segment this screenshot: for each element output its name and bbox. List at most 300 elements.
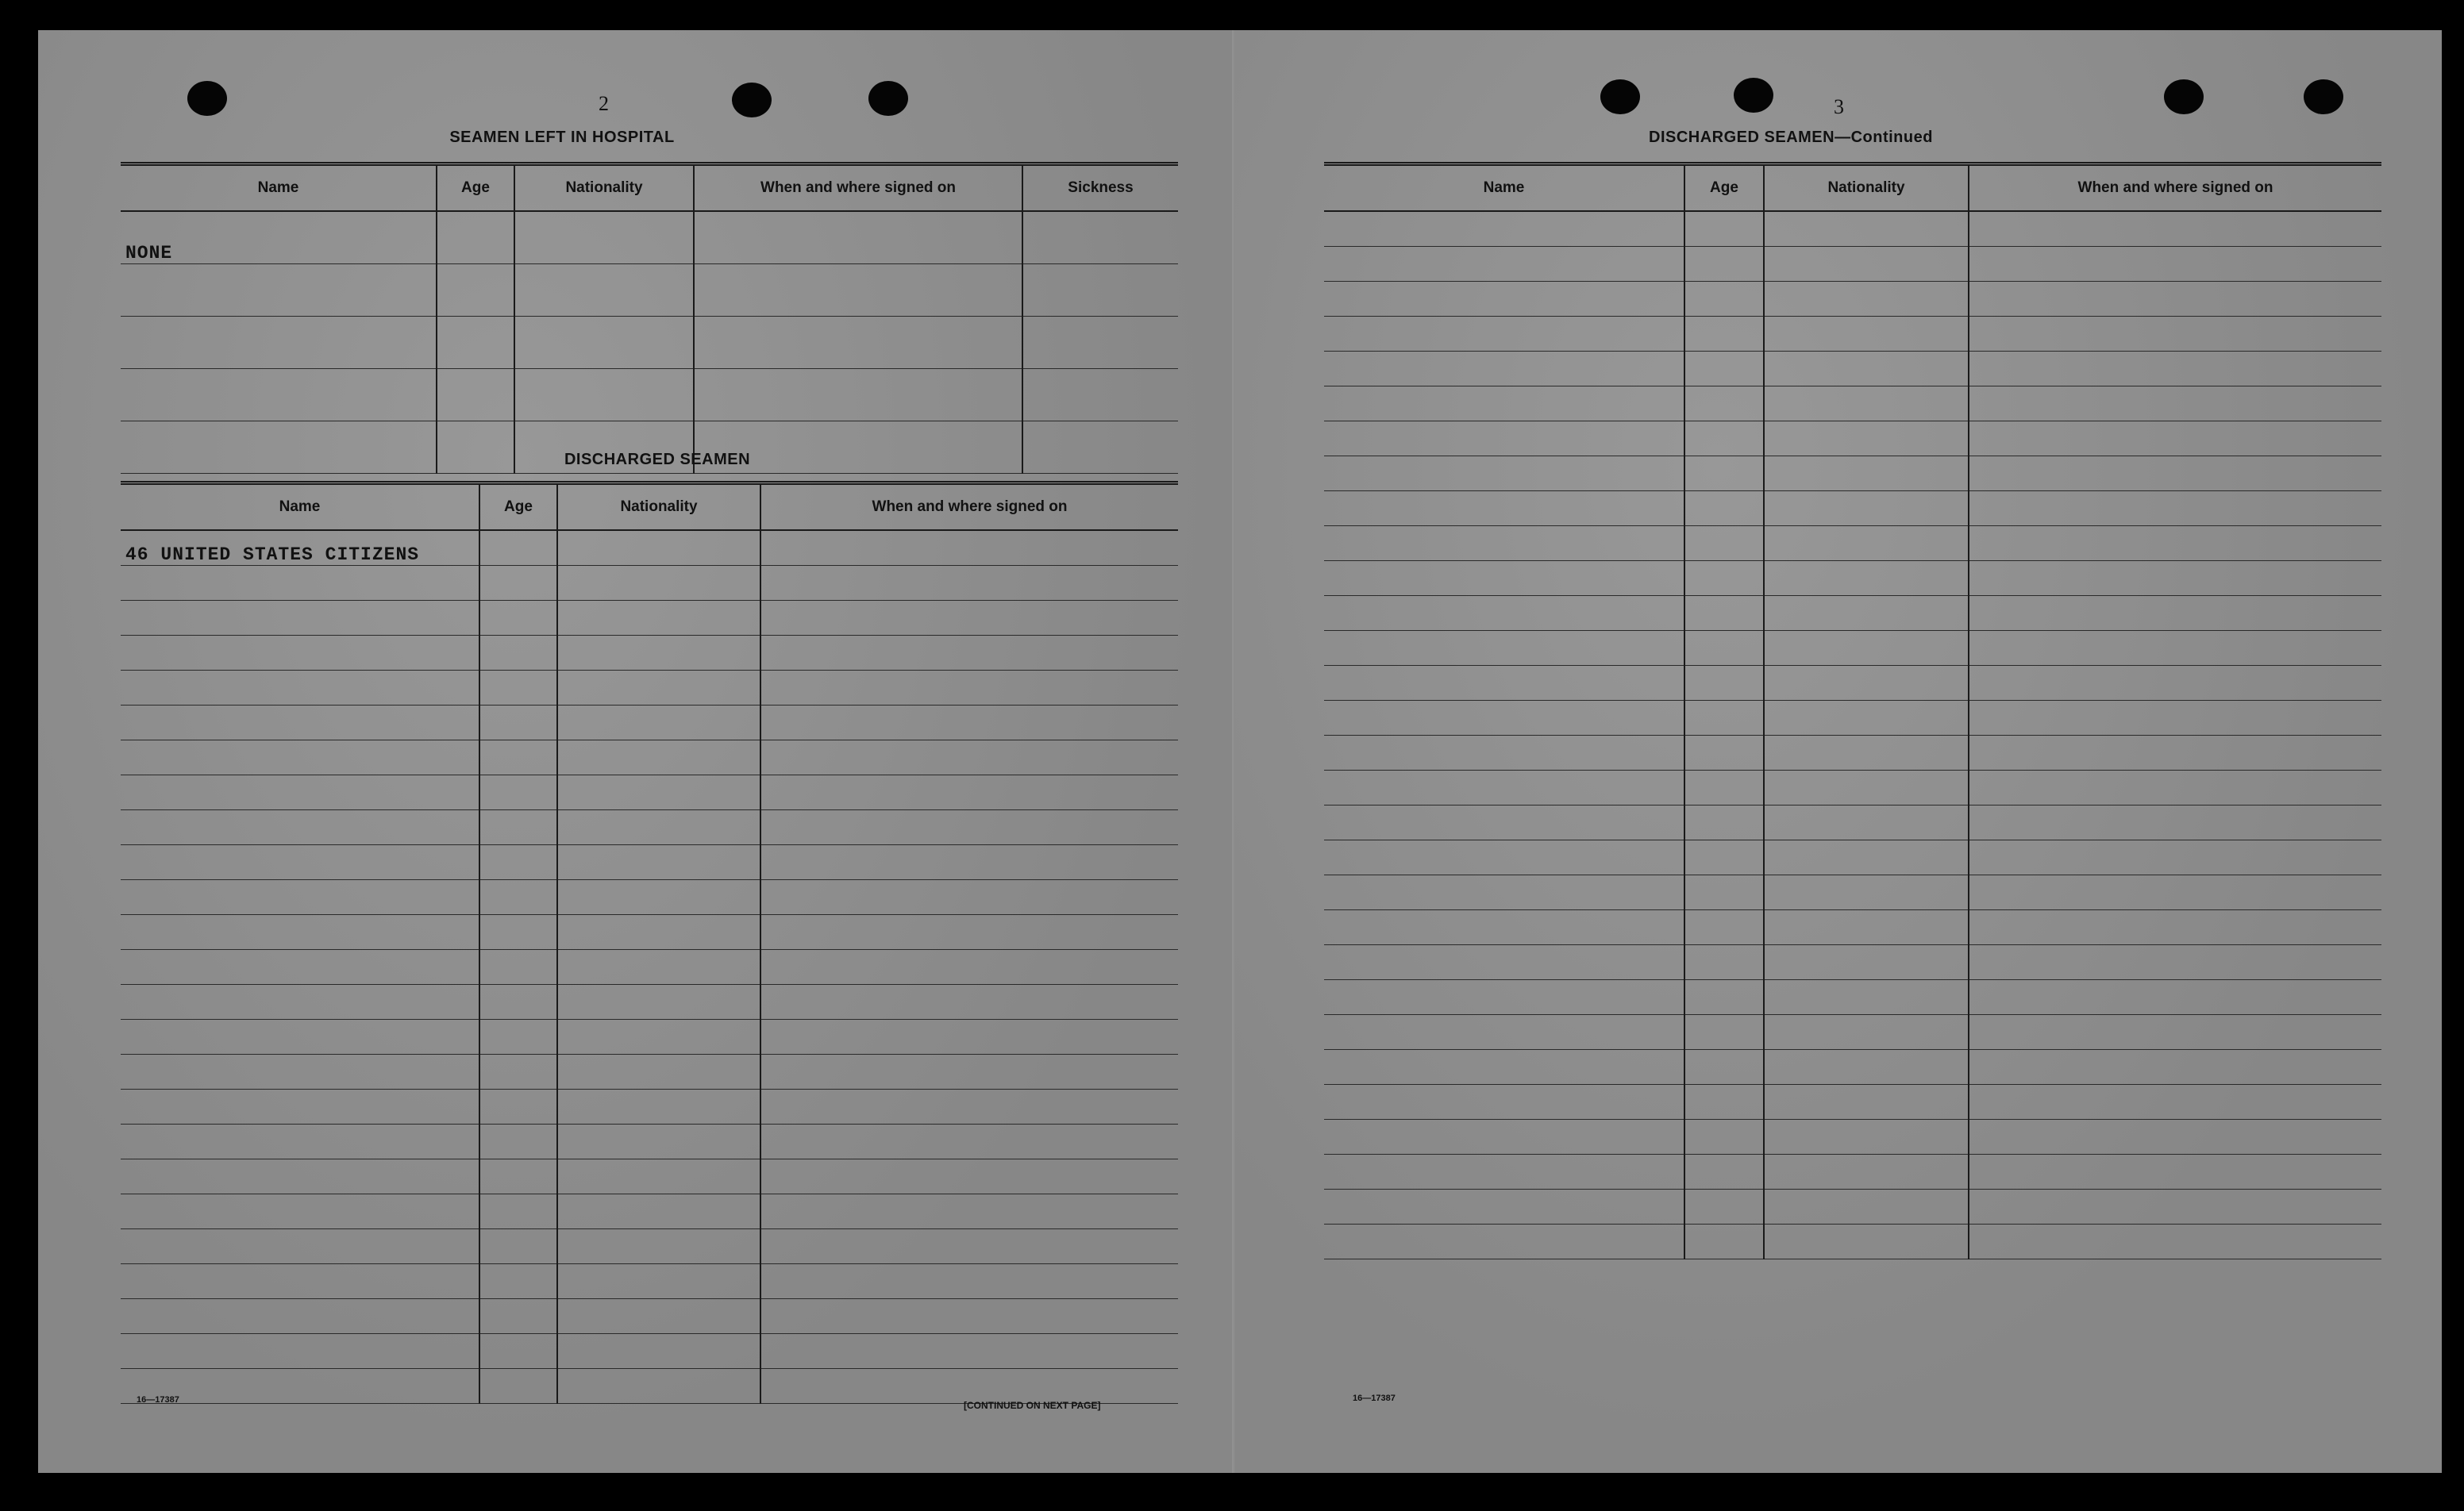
table-row — [1324, 840, 2381, 875]
table-cell — [1324, 351, 1684, 386]
table-row — [121, 1089, 1178, 1124]
table-cell — [760, 879, 1178, 914]
table-row — [121, 368, 1178, 421]
column-header-age: Age — [1684, 164, 1764, 212]
table-cell — [1324, 1014, 1684, 1049]
table-cell — [1969, 1119, 2381, 1154]
table-cell — [1969, 421, 2381, 456]
hospital-table — [121, 162, 1178, 474]
table-cell — [1684, 1154, 1764, 1189]
table-cell — [557, 879, 760, 914]
table-cell — [760, 1228, 1178, 1263]
table-cell — [479, 635, 557, 670]
table-cell — [1764, 490, 1969, 525]
table-cell — [1684, 595, 1764, 630]
table-cell — [1324, 211, 1684, 246]
table-cell — [479, 600, 557, 635]
table-cell — [1764, 909, 1969, 944]
table-cell — [1969, 630, 2381, 665]
table-cell — [121, 1019, 479, 1054]
table-row — [1324, 211, 2381, 246]
table-cell — [760, 914, 1178, 949]
table-row — [1324, 630, 2381, 665]
table-cell — [557, 635, 760, 670]
table-cell — [1324, 735, 1684, 770]
table-cell — [557, 1054, 760, 1089]
table-cell — [437, 316, 514, 368]
table-row — [121, 263, 1178, 316]
table-row — [1324, 595, 2381, 630]
table-cell — [557, 1019, 760, 1054]
table-cell — [760, 740, 1178, 775]
table-cell — [1764, 386, 1969, 421]
table-cell — [1324, 1119, 1684, 1154]
table-cell — [1764, 1224, 1969, 1259]
table-row — [121, 530, 1178, 565]
table-cell — [760, 1263, 1178, 1298]
table-cell — [557, 1194, 760, 1228]
table-cell — [514, 316, 694, 368]
table-row — [1324, 351, 2381, 386]
column-header-nationality: Nationality — [557, 483, 760, 531]
punch-hole — [2304, 79, 2343, 114]
table-cell — [1324, 909, 1684, 944]
table-cell — [1324, 456, 1684, 490]
table-row — [121, 1054, 1178, 1089]
table-row — [1324, 316, 2381, 351]
table-row — [121, 1159, 1178, 1194]
table-cell — [557, 1228, 760, 1263]
table-row — [121, 1333, 1178, 1368]
table-cell — [1022, 316, 1178, 368]
table-row — [1324, 281, 2381, 316]
table-cell — [1324, 944, 1684, 979]
typed-entry: 46 UNITED STATES CITIZENS — [125, 544, 420, 565]
table-row — [121, 844, 1178, 879]
table-cell — [1324, 840, 1684, 875]
table-row — [121, 1124, 1178, 1159]
table-cell — [1969, 316, 2381, 351]
table-cell — [1969, 1049, 2381, 1084]
table-cell — [557, 809, 760, 844]
table-cell — [121, 705, 479, 740]
table-cell — [760, 670, 1178, 705]
table-cell — [694, 263, 1022, 316]
table-cell — [694, 316, 1022, 368]
table-cell — [121, 984, 479, 1019]
discharged-continued-table — [1324, 162, 2381, 1259]
table-cell — [1684, 386, 1764, 421]
table-cell — [760, 1019, 1178, 1054]
punch-hole — [1734, 78, 1773, 113]
table-cell — [1324, 490, 1684, 525]
table-cell — [760, 949, 1178, 984]
table-cell — [1324, 665, 1684, 700]
table-cell — [1969, 490, 2381, 525]
table-cell — [514, 368, 694, 421]
table-cell — [479, 1263, 557, 1298]
table-cell — [1764, 560, 1969, 595]
table-cell — [479, 670, 557, 705]
table-cell — [121, 635, 479, 670]
table-cell — [557, 775, 760, 809]
table-cell — [1684, 700, 1764, 735]
table-cell — [557, 984, 760, 1019]
table-cell — [121, 368, 437, 421]
table-cell — [1324, 1224, 1684, 1259]
punch-hole — [2164, 79, 2204, 114]
table-row — [1324, 456, 2381, 490]
table-cell — [121, 1298, 479, 1333]
table-cell — [1969, 595, 2381, 630]
column-header-sickness: Sickness — [1022, 164, 1178, 212]
table-cell — [1969, 386, 2381, 421]
table-cell — [1324, 1189, 1684, 1224]
table-cell — [557, 1298, 760, 1333]
table-cell — [1969, 770, 2381, 805]
table-cell — [1684, 316, 1764, 351]
table-cell — [557, 530, 760, 565]
hospital-section-title: SEAMEN LEFT IN HOSPITAL — [449, 129, 675, 146]
table-cell — [1969, 560, 2381, 595]
table-header-row — [1324, 164, 2381, 212]
table-cell — [479, 914, 557, 949]
table-cell — [479, 775, 557, 809]
table-cell — [760, 600, 1178, 635]
table-cell — [1324, 281, 1684, 316]
table-cell — [760, 565, 1178, 600]
column-header-signed-on: When and where signed on — [760, 483, 1178, 531]
table-cell — [121, 565, 479, 600]
table-cell — [694, 211, 1022, 263]
table-cell — [1764, 525, 1969, 560]
table-cell — [557, 600, 760, 635]
table-cell — [1684, 1014, 1764, 1049]
table-cell — [1764, 211, 1969, 246]
table-cell — [479, 844, 557, 879]
table-cell — [1324, 316, 1684, 351]
table-cell — [1684, 630, 1764, 665]
table-cell — [760, 530, 1178, 565]
table-cell — [1969, 909, 2381, 944]
table-cell — [1969, 700, 2381, 735]
table-cell — [479, 530, 557, 565]
table-cell — [1969, 1189, 2381, 1224]
discharged-continued-title: DISCHARGED SEAMEN—Continued — [1649, 129, 1933, 146]
table-cell — [1969, 875, 2381, 909]
table-cell — [1324, 700, 1684, 735]
table-cell — [479, 1333, 557, 1368]
table-row — [1324, 979, 2381, 1014]
table-cell — [1969, 1014, 2381, 1049]
punch-hole — [187, 81, 227, 116]
table-row — [1324, 875, 2381, 909]
table-row — [121, 600, 1178, 635]
table-cell — [1022, 211, 1178, 263]
form-number: 16—17387 — [137, 1395, 179, 1405]
table-cell — [760, 1054, 1178, 1089]
table-cell — [1684, 944, 1764, 979]
table-cell — [1764, 421, 1969, 456]
table-cell — [694, 368, 1022, 421]
table-cell — [121, 844, 479, 879]
table-cell — [1324, 246, 1684, 281]
table-cell — [1684, 560, 1764, 595]
discharged-section-title: DISCHARGED SEAMEN — [564, 451, 751, 468]
table-row — [121, 1228, 1178, 1263]
table-cell — [121, 949, 479, 984]
table-cell — [1764, 316, 1969, 351]
table-cell — [1684, 490, 1764, 525]
table-cell — [1764, 456, 1969, 490]
table-cell — [479, 949, 557, 984]
table-cell — [121, 809, 479, 844]
table-cell — [557, 949, 760, 984]
table-cell — [121, 263, 437, 316]
table-cell — [1324, 1049, 1684, 1084]
table-cell — [1764, 1049, 1969, 1084]
table-cell — [1684, 525, 1764, 560]
table-cell — [437, 263, 514, 316]
table-row — [1324, 735, 2381, 770]
table-cell — [1324, 560, 1684, 595]
table-cell — [1764, 246, 1969, 281]
table-cell — [1684, 1224, 1764, 1259]
table-cell — [1764, 1189, 1969, 1224]
table-cell — [1969, 1154, 2381, 1189]
table-cell — [514, 263, 694, 316]
table-cell — [1764, 1119, 1969, 1154]
table-row — [121, 984, 1178, 1019]
table-cell — [1969, 246, 2381, 281]
left-page — [38, 30, 1232, 1473]
table-cell — [557, 1368, 760, 1403]
table-cell — [557, 705, 760, 740]
table-row — [1324, 1014, 2381, 1049]
discharged-table — [121, 481, 1178, 1404]
table-cell — [1684, 735, 1764, 770]
table-cell — [1324, 595, 1684, 630]
table-cell — [479, 1298, 557, 1333]
table-cell — [479, 1054, 557, 1089]
table-cell — [557, 740, 760, 775]
table-cell — [1969, 805, 2381, 840]
table-cell — [1684, 1084, 1764, 1119]
table-cell — [557, 670, 760, 705]
table-cell — [1764, 700, 1969, 735]
table-cell — [760, 809, 1178, 844]
table-cell — [479, 565, 557, 600]
table-cell — [557, 1089, 760, 1124]
typed-entry: NONE — [125, 242, 173, 263]
table-cell — [121, 1263, 479, 1298]
table-row — [121, 1298, 1178, 1333]
table-row — [1324, 805, 2381, 840]
table-row — [121, 914, 1178, 949]
punch-hole — [732, 83, 772, 117]
table-cell — [1684, 979, 1764, 1014]
table-cell — [121, 914, 479, 949]
table-row — [121, 211, 1178, 263]
table-cell — [1324, 805, 1684, 840]
table-cell — [1022, 421, 1178, 473]
table-cell — [1764, 979, 1969, 1014]
table-cell — [557, 914, 760, 949]
table-cell — [121, 879, 479, 914]
table-row — [1324, 1119, 2381, 1154]
table-cell — [1684, 1049, 1764, 1084]
column-header-name: Name — [121, 164, 437, 212]
table-row — [121, 1263, 1178, 1298]
table-cell — [760, 1124, 1178, 1159]
column-header-age: Age — [479, 483, 557, 531]
table-cell — [121, 211, 437, 263]
table-cell — [1969, 979, 2381, 1014]
table-cell — [760, 984, 1178, 1019]
continued-note: [CONTINUED ON NEXT PAGE] — [964, 1400, 1101, 1411]
table-row — [1324, 665, 2381, 700]
table-header-row — [121, 164, 1178, 212]
table-cell — [760, 1159, 1178, 1194]
table-cell — [760, 1194, 1178, 1228]
table-cell — [1684, 211, 1764, 246]
table-cell — [1684, 665, 1764, 700]
table-row — [1324, 525, 2381, 560]
table-row — [1324, 246, 2381, 281]
table-cell — [1324, 770, 1684, 805]
table-cell — [479, 809, 557, 844]
table-row — [121, 635, 1178, 670]
table-cell — [760, 635, 1178, 670]
table-cell — [1969, 1084, 2381, 1119]
table-cell — [1969, 525, 2381, 560]
table-cell — [1764, 1154, 1969, 1189]
table-cell — [1764, 630, 1969, 665]
table-cell — [437, 368, 514, 421]
table-cell — [557, 844, 760, 879]
table-cell — [121, 670, 479, 705]
table-cell — [479, 879, 557, 914]
table-row — [121, 565, 1178, 600]
table-cell — [479, 705, 557, 740]
table-cell — [1764, 770, 1969, 805]
punch-hole — [1600, 79, 1640, 114]
table-cell — [1764, 1014, 1969, 1049]
table-cell — [479, 1228, 557, 1263]
table-cell — [760, 1298, 1178, 1333]
table-cell — [1969, 665, 2381, 700]
column-header-nationality: Nationality — [514, 164, 694, 212]
table-cell — [1684, 840, 1764, 875]
table-cell — [557, 565, 760, 600]
table-cell — [1764, 805, 1969, 840]
table-cell — [760, 844, 1178, 879]
table-row — [121, 670, 1178, 705]
table-cell — [121, 1333, 479, 1368]
table-row — [1324, 1224, 2381, 1259]
table-cell — [1684, 246, 1764, 281]
table-cell — [1969, 351, 2381, 386]
table-cell — [1324, 979, 1684, 1014]
table-cell — [1764, 875, 1969, 909]
table-cell — [760, 775, 1178, 809]
table-cell — [760, 705, 1178, 740]
page-number: 3 — [1834, 95, 1844, 118]
table-cell — [1022, 263, 1178, 316]
table-cell — [1324, 525, 1684, 560]
table-cell — [1022, 368, 1178, 421]
table-row — [121, 809, 1178, 844]
table-cell — [1764, 281, 1969, 316]
table-cell — [121, 421, 437, 473]
column-header-signed-on: When and where signed on — [1969, 164, 2381, 212]
table-cell — [514, 211, 694, 263]
table-cell — [557, 1159, 760, 1194]
table-cell — [557, 1333, 760, 1368]
table-cell — [479, 1019, 557, 1054]
table-cell — [479, 740, 557, 775]
table-cell — [1684, 770, 1764, 805]
table-cell — [557, 1124, 760, 1159]
table-row — [121, 740, 1178, 775]
table-cell — [1764, 944, 1969, 979]
table-cell — [1684, 1119, 1764, 1154]
table-cell — [557, 1263, 760, 1298]
table-row — [1324, 1154, 2381, 1189]
table-cell — [121, 775, 479, 809]
table-cell — [760, 1089, 1178, 1124]
table-cell — [1764, 351, 1969, 386]
punch-hole — [868, 81, 908, 116]
table-cell — [479, 1194, 557, 1228]
table-cell — [121, 1194, 479, 1228]
table-row — [121, 1368, 1178, 1403]
table-cell — [1324, 1084, 1684, 1119]
table-cell — [1764, 735, 1969, 770]
table-cell — [121, 1228, 479, 1263]
table-row — [121, 1019, 1178, 1054]
table-row — [1324, 1084, 2381, 1119]
table-cell — [121, 530, 479, 565]
table-cell — [121, 1054, 479, 1089]
table-cell — [121, 316, 437, 368]
table-cell — [1764, 1084, 1969, 1119]
table-cell — [1969, 735, 2381, 770]
table-cell — [1684, 909, 1764, 944]
table-row — [121, 705, 1178, 740]
table-cell — [1969, 456, 2381, 490]
table-cell — [437, 211, 514, 263]
table-cell — [1684, 456, 1764, 490]
table-cell — [121, 1124, 479, 1159]
table-cell — [1969, 1224, 2381, 1259]
table-cell — [1764, 595, 1969, 630]
table-cell — [121, 600, 479, 635]
table-row — [1324, 700, 2381, 735]
table-cell — [1324, 1154, 1684, 1189]
table-row — [1324, 1189, 2381, 1224]
table-cell — [479, 1124, 557, 1159]
table-cell — [760, 1333, 1178, 1368]
table-cell — [479, 1089, 557, 1124]
table-row — [121, 316, 1178, 368]
right-page — [1235, 30, 2442, 1473]
table-cell — [1324, 630, 1684, 665]
table-cell — [1324, 386, 1684, 421]
table-row — [1324, 421, 2381, 456]
table-cell — [1684, 805, 1764, 840]
column-header-name: Name — [1324, 164, 1684, 212]
